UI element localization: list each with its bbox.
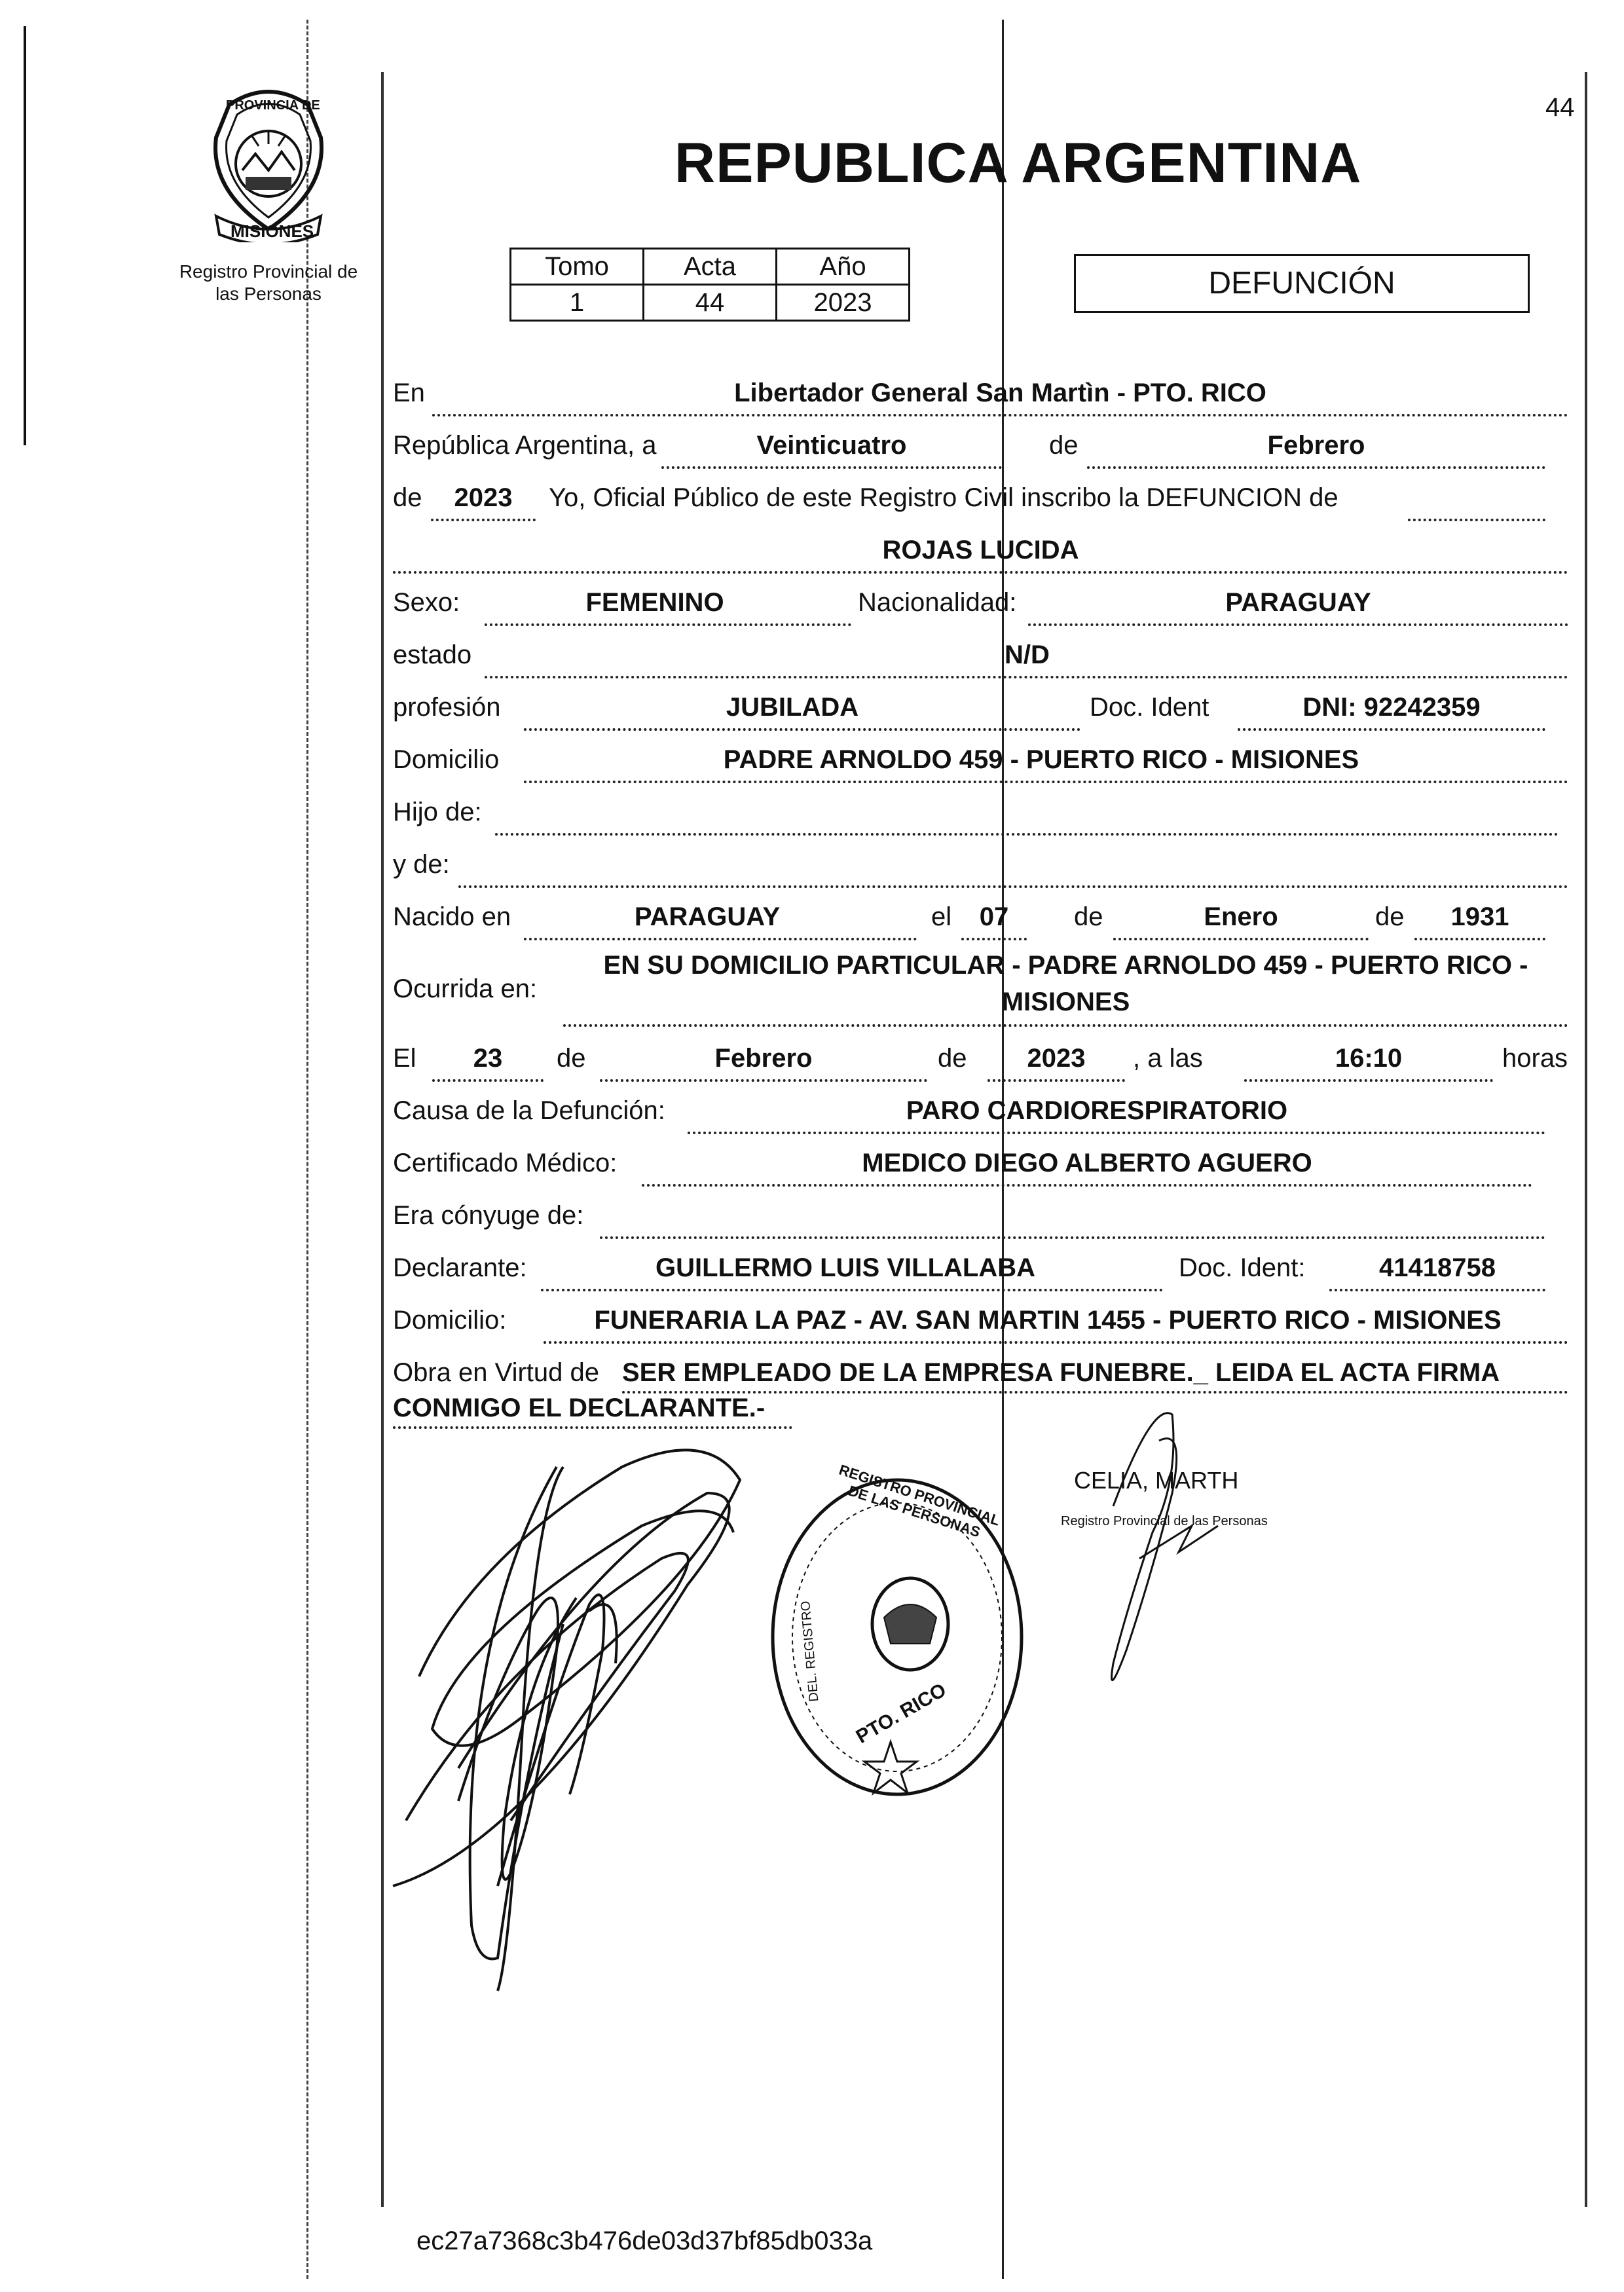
officer-name: CELIA, MARTH	[1074, 1467, 1239, 1494]
domicilio-label: Domicilio	[393, 745, 500, 774]
deceased-name: ROJAS LUCIDA	[882, 536, 1079, 564]
year-value: 2023	[454, 483, 513, 512]
yde-label: y de:	[393, 850, 450, 879]
act-value-acta: 44	[644, 285, 777, 321]
declarante-value: GUILLERMO LUIS VILLALABA	[655, 1253, 1035, 1282]
birth-day-value: 07	[979, 902, 1009, 931]
obra-value-line1: SER EMPLEADO DE LA EMPRESA FUNEBRE._ LEIDA EL ACTA FIRMA	[622, 1358, 1500, 1387]
birth-year-value: 1931	[1450, 902, 1509, 931]
obra-value-line2: CONMIGO EL DECLARANTE.-	[393, 1394, 766, 1422]
de-label-6: de	[938, 1044, 967, 1073]
stamp-left-text: DEL. REGISTRO	[798, 1600, 822, 1703]
horas-label: horas	[1502, 1044, 1568, 1073]
act-value-tomo: 1	[511, 285, 644, 321]
nacido-value: PARAGUAY	[634, 902, 781, 931]
death-day-value: 23	[473, 1044, 503, 1073]
de-label-2: de	[393, 483, 422, 512]
ocurrida-label: Ocurrida en:	[393, 974, 538, 1003]
doc-ident-value: DNI: 92242359	[1302, 693, 1481, 722]
profesion-value: JUBILADA	[726, 693, 859, 722]
officer-sub: Registro Provincial de las Personas	[1061, 1514, 1268, 1528]
ocurrida-value-line1: EN SU DOMICILIO PARTICULAR - PADRE ARNOLDO 459 - PUERTO RICO -	[603, 951, 1528, 980]
act-header-anio: Año	[777, 249, 910, 285]
doc2-value: 41418758	[1379, 1253, 1496, 1282]
republica-label: República Argentina, a	[393, 431, 657, 460]
declarant-signature	[393, 1450, 740, 1991]
doc-ident-label: Doc. Ident	[1090, 693, 1209, 722]
day-value: Veinticuatro	[756, 431, 907, 460]
estado-label: estado	[393, 640, 472, 669]
month-value: Febrero	[1267, 431, 1365, 460]
de-label-3: de	[1074, 902, 1103, 931]
death-month-value: Febrero	[714, 1044, 813, 1073]
profesion-label: profesión	[393, 693, 501, 722]
de-label-5: de	[557, 1044, 586, 1073]
document-hash: ec27a7368c3b476de03d37bf85db033a	[416, 2227, 873, 2255]
certificado-label: Certificado Médico:	[393, 1149, 618, 1177]
obra-label: Obra en Virtud de	[393, 1358, 600, 1387]
hijo-label: Hijo de:	[393, 798, 482, 826]
nacionalidad-label: Nacionalidad:	[858, 588, 1017, 617]
de-label-1: de	[1049, 431, 1079, 460]
nacionalidad-value: PARAGUAY	[1225, 588, 1371, 617]
domicilio2-value: FUNERARIA LA PAZ - AV. SAN MARTIN 1455 - PUERTO RICO - MISIONES	[594, 1306, 1502, 1335]
en-value: Libertador General San Martìn - PTO. RICO	[734, 379, 1266, 407]
nacido-label: Nacido en	[393, 902, 511, 931]
act-header-acta: Acta	[644, 249, 777, 285]
death-time-value: 16:10	[1335, 1044, 1403, 1073]
registry-caption-line2: las Personas	[215, 284, 322, 304]
seal-bottom-text: MISIONES	[231, 221, 314, 241]
el-label: el	[931, 902, 952, 931]
stamp-center-text: PTO. RICO	[852, 1679, 950, 1748]
sexo-label: Sexo:	[393, 588, 460, 617]
officer-signature	[1112, 1413, 1219, 1680]
act-value-anio: 2023	[777, 285, 910, 321]
causa-label: Causa de la Defunción:	[393, 1096, 665, 1125]
de-label-4: de	[1375, 902, 1405, 931]
ocurrida-value-line2: MISIONES	[1001, 988, 1130, 1016]
birth-month-value: Enero	[1204, 902, 1278, 931]
en-label: En	[393, 379, 425, 407]
registry-caption-line1: Registro Provincial de	[179, 261, 358, 282]
estado-value: N/D	[1005, 640, 1050, 669]
doc2-label: Doc. Ident:	[1179, 1253, 1306, 1282]
certificado-value: MEDICO DIEGO ALBERTO AGUERO	[862, 1149, 1312, 1177]
act-header-tomo: Tomo	[511, 249, 644, 285]
causa-value: PARO CARDIORESPIRATORIO	[906, 1096, 1288, 1125]
alas-label: , a las	[1133, 1044, 1203, 1073]
el2-label: El	[393, 1044, 416, 1073]
declarante-label: Declarante:	[393, 1253, 527, 1282]
death-year-value: 2023	[1027, 1044, 1086, 1073]
sexo-value: FEMENINO	[585, 588, 724, 617]
conyuge-label: Era cónyuge de:	[393, 1201, 584, 1230]
stamp-top-text: REGISTRO PROVINCIAL DE LAS PERSONAS	[837, 1461, 1003, 1541]
domicilio2-label: Domicilio:	[393, 1306, 507, 1335]
statement-text: Yo, Oficial Público de este Registro Civil inscribo la DEFUNCION de	[549, 483, 1338, 512]
domicilio-value: PADRE ARNOLDO 459 - PUERTO RICO - MISIONES	[723, 745, 1359, 774]
page-number: 44	[1545, 93, 1575, 122]
seal-top-text: PROVINCIA DE	[226, 98, 320, 113]
page-title: REPUBLICA ARGENTINA	[674, 132, 1362, 194]
document-type-box: DEFUNCIÓN	[1074, 254, 1530, 313]
